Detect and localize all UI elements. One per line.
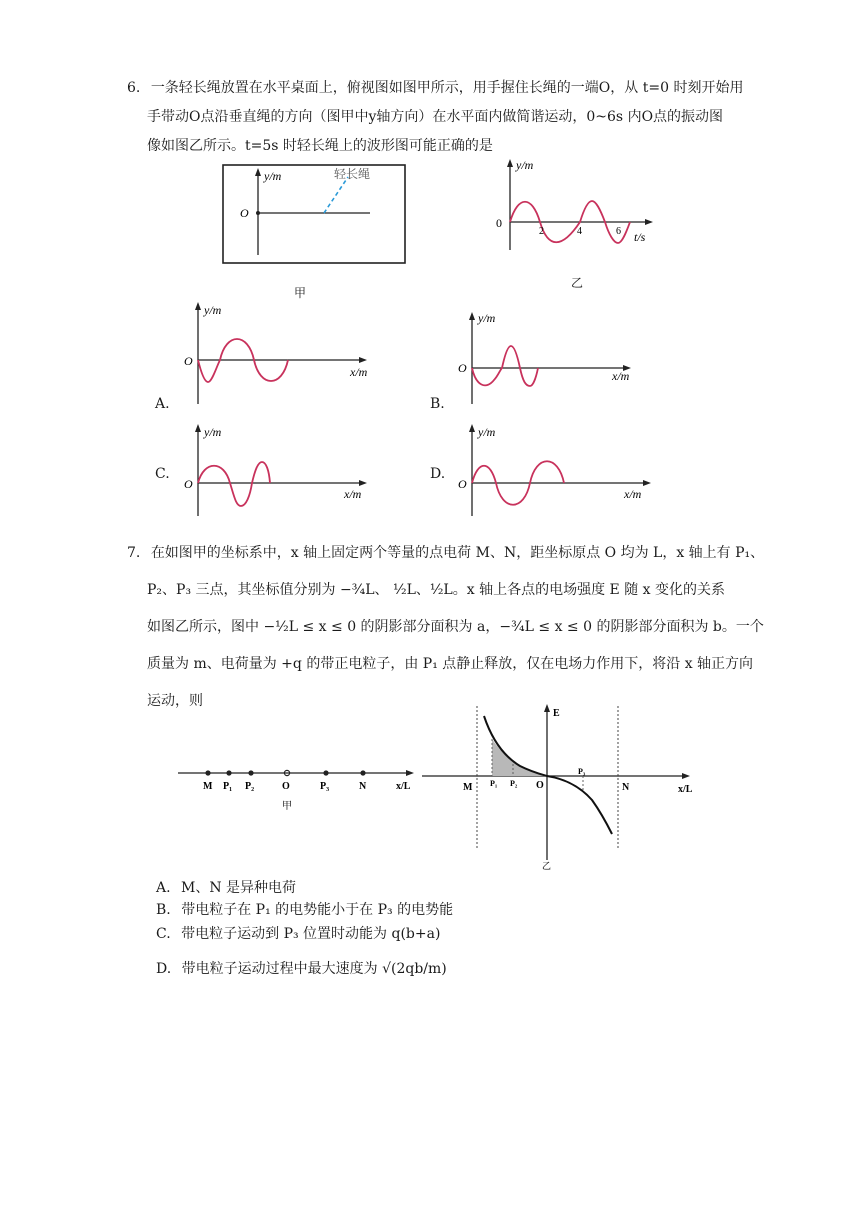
q7-option-d[interactable] [156, 958, 447, 980]
label-O: O [536, 780, 544, 791]
q6-figure-yi [488, 155, 658, 255]
t-axis-arrow [645, 219, 653, 225]
label-P1: P₁ [223, 781, 233, 792]
point-P3 [323, 770, 328, 775]
q7-option-a[interactable] [156, 877, 296, 899]
wave-curve [472, 346, 538, 386]
x-axis-label: x/m [612, 369, 630, 383]
q6-caption-jia: 甲 [294, 286, 307, 300]
x-axis-label: x/m [344, 487, 362, 501]
q7-option-a-text: M、N 是异种电荷 [181, 880, 297, 896]
t-tick-6: 6 [616, 226, 621, 237]
point-P2 [248, 770, 253, 775]
y-axis-label: y/m [264, 169, 282, 183]
figure-border [223, 165, 405, 263]
q6-option-c-graph[interactable] [178, 420, 378, 520]
q6-line3: 像如图乙所示。t=5s 时轻长绳上的波形图可能正确的是 [147, 138, 493, 154]
y-axis-arrow [507, 159, 513, 167]
caption-jia: 甲 [282, 801, 292, 812]
q6-option-d-graph[interactable] [452, 420, 662, 520]
q6-option-c-label[interactable]: C. [155, 466, 170, 482]
x-axis-label: x/m [350, 365, 368, 379]
label-P3: P₃ [320, 781, 330, 792]
q7-option-b[interactable] [156, 899, 453, 921]
point-N [360, 770, 365, 775]
y-axis-arrow [469, 424, 475, 432]
y-axis-label: y/m [478, 425, 496, 439]
y-axis-label: y/m [478, 311, 496, 325]
x-axis-label: x/m [624, 487, 642, 501]
q6-option-a-graph[interactable] [178, 298, 378, 410]
q6-line1: 一条轻长绳放置在水平桌面上，俯视图如图甲所示，用手握住长绳的一端O，从 t=0 时刻开始用 [150, 80, 744, 96]
q7-line4: 质量为 m、电荷量为 +q 的带正电粒子，由 P₁ 点静止释放，仅在电场力作用下，将沿 x 轴正方向 [147, 656, 754, 672]
origin-label: O [458, 477, 467, 491]
x-axis-arrow [359, 357, 367, 363]
x-axis-arrow [682, 773, 690, 779]
origin-dot [256, 211, 260, 215]
point-M [205, 770, 210, 775]
y-axis-arrow [195, 302, 201, 310]
label-P3: P₃ [578, 767, 586, 776]
caption-yi: 乙 [542, 861, 552, 871]
x-axis-arrow [643, 480, 651, 486]
y-axis-label: y/m [204, 303, 222, 317]
label-P1: P₁ [490, 779, 498, 788]
q6-caption-yi: 乙 [571, 276, 584, 290]
q7-option-c-label: C. [156, 926, 171, 942]
x-axis-label: x/L [678, 784, 693, 795]
q6-number: 6. [127, 80, 141, 96]
origin-label: O [184, 477, 193, 491]
rope-pointer [324, 177, 348, 213]
x-axis-arrow [359, 480, 367, 486]
label-O: O [282, 781, 290, 792]
q6-text [127, 74, 827, 161]
label-P2: P₂ [245, 781, 255, 792]
E-axis-arrow [544, 704, 550, 712]
q7-line2: P₂、P₃ 三点，其坐标值分别为 −³⁄₄L、 ¹⁄₂L、¹⁄₂L。x 轴上各点的电场强度 E 随 x 变化的关系 [147, 582, 725, 598]
q7-figure-yi [420, 700, 700, 875]
label-N: N [359, 781, 367, 792]
t-axis-label: t/s [634, 230, 646, 244]
x-axis-arrow [406, 770, 414, 776]
x-axis-label: x/L [396, 781, 411, 792]
label-N: N [622, 782, 630, 793]
q7-text [127, 535, 837, 720]
q7-option-b-label: B. [156, 902, 171, 918]
q7-option-a-label: A. [156, 880, 171, 896]
q6-option-d-label[interactable]: D. [430, 466, 446, 482]
point-P1 [226, 770, 231, 775]
label-P2: P₂ [510, 779, 518, 788]
q7-option-c-text: 带电粒子运动到 P₃ 位置时动能为 q(b+a) [181, 926, 441, 942]
y-axis-arrow [255, 168, 261, 176]
q7-option-d-text: 带电粒子运动过程中最大速度为 √(2qb/m) [181, 961, 447, 977]
y-axis-label: y/m [204, 425, 222, 439]
origin-label: O [240, 206, 249, 220]
shaded-area [492, 739, 547, 776]
q6-line2: 手带动O点沿垂直绳的方向（图甲中y轴方向）在水平面内做简谐运动，0~6s 内O点的振动图 [147, 109, 724, 125]
q6-option-a-label[interactable]: A. [155, 396, 170, 412]
q7-line1: 在如图甲的坐标系中，x 轴上固定两个等量的点电荷 M、N，距坐标原点 O 均为 L，x 轴上有 P₁、 [150, 545, 765, 561]
rope-label: 轻长绳 [334, 167, 371, 181]
origin-label: O [184, 354, 193, 368]
t-tick-4: 4 [577, 226, 582, 237]
origin-label: O [458, 361, 467, 375]
q7-option-d-label: D. [156, 961, 172, 977]
q6-figure-jia [220, 160, 410, 270]
y-axis-arrow [469, 312, 475, 320]
label-M: M [203, 781, 213, 792]
q7-line5: 运动，则 [147, 693, 203, 709]
q7-option-b-text: 带电粒子在 P₁ 的电势能小于在 P₃ 的电势能 [181, 902, 454, 918]
y-axis-arrow [195, 424, 201, 432]
origin-label: 0 [496, 216, 502, 230]
y-axis-label: y/m [516, 158, 534, 172]
t-tick-2: 2 [539, 226, 544, 237]
wave-curve [198, 462, 270, 506]
q6-option-b-label[interactable]: B. [430, 396, 445, 412]
q7-figure-jia [176, 760, 426, 820]
E-axis-label: E [553, 708, 560, 719]
q7-number: 7. [127, 545, 141, 561]
q7-line3: 如图乙所示，图中 −¹⁄₂L ≤ x ≤ 0 的阴影部分面积为 a，−³⁄₄L ≤ x ≤ 0 的阴影部分面积为 b。一个 [147, 619, 764, 635]
q7-option-c[interactable] [156, 923, 440, 945]
q6-option-b-graph[interactable] [452, 308, 652, 408]
label-M: M [463, 782, 473, 793]
